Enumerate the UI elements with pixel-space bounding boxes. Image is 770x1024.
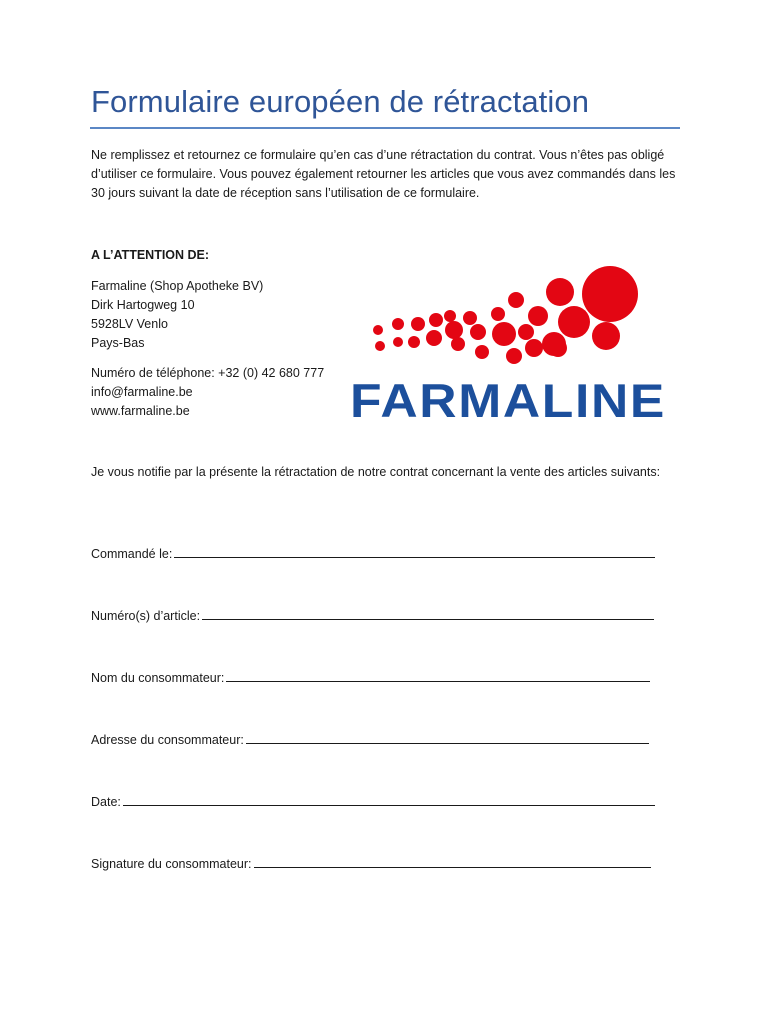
logo-dot (470, 324, 486, 340)
logo-dot (392, 318, 404, 330)
logo-dot (445, 321, 463, 339)
article-numbers-blank-line[interactable] (202, 607, 654, 620)
logo-dot (528, 306, 548, 326)
consumer-name-blank-line[interactable] (226, 669, 650, 682)
field-label: Date: (91, 795, 121, 809)
order-date-blank-line[interactable] (174, 545, 655, 558)
address-line: 5928LV Venlo (91, 317, 168, 331)
consumer-signature-blank-line[interactable] (254, 855, 651, 868)
logo-dot (393, 337, 403, 347)
contact-website: www.farmaline.be (91, 404, 190, 418)
logo-dot (592, 322, 620, 350)
recipient-address (91, 277, 263, 353)
consumer-address-blank-line[interactable] (246, 731, 649, 744)
address-line: Dirk Hartogweg 10 (91, 298, 195, 312)
logo-dot (408, 336, 420, 348)
logo-dot (525, 339, 543, 357)
logo-dots (373, 266, 638, 364)
farmaline-logo (348, 262, 668, 424)
logo-dot (463, 311, 477, 325)
logo-dot (426, 330, 442, 346)
field-consumer-name (91, 669, 650, 688)
logo-dot (491, 307, 505, 321)
field-article-numbers (91, 607, 654, 626)
logo-dot (411, 317, 425, 331)
logo-dot (451, 337, 465, 351)
intro-paragraph: Ne remplissez et retournez ce formulaire qu’en cas d’une rétractation du contrat. Vous n’êtes pas obligé d’utiliser ce formulaire. Vous pouvez également retourner les articles que vous avez commandés dans les 30 jours suivant la date de réception sans l’utilisation de ce formulaire. (91, 148, 676, 200)
logo-dot (373, 325, 383, 335)
field-order-date (91, 545, 655, 564)
logo-dot (518, 324, 534, 340)
contact-phone: Numéro de téléphone: +32 (0) 42 680 777 (91, 366, 325, 380)
logo-wordmark: FARMALINE (350, 374, 666, 424)
logo-dot (546, 278, 574, 306)
withdrawal-notice: Je vous notifie par la présente la rétractation de notre contrat concernant la vente des articles suivants: (91, 465, 661, 479)
logo-dot (475, 345, 489, 359)
title-divider (90, 127, 680, 129)
logo-dot (549, 339, 567, 357)
date-blank-line[interactable] (123, 793, 655, 806)
field-consumer-signature (91, 855, 651, 874)
logo-dot (506, 348, 522, 364)
field-label: Signature du consommateur: (91, 857, 252, 871)
page-title: Formulaire européen de rétractation (91, 84, 590, 119)
address-line: Pays-Bas (91, 336, 145, 350)
attention-heading: A L’ATTENTION DE: (91, 248, 210, 262)
logo-dot (558, 306, 590, 338)
field-label: Commandé le: (91, 547, 173, 561)
field-label: Adresse du consommateur: (91, 733, 244, 747)
logo-dot (375, 341, 385, 351)
logo-dot (508, 292, 524, 308)
recipient-contact (91, 364, 324, 421)
logo-dot (582, 266, 638, 322)
field-label: Numéro(s) d’article: (91, 609, 201, 623)
logo-dot (429, 313, 443, 327)
field-consumer-address (91, 731, 649, 750)
logo-dot (492, 322, 516, 346)
address-line: Farmaline (Shop Apotheke BV) (91, 279, 264, 293)
field-label: Nom du consommateur: (91, 671, 225, 685)
logo-dot (444, 310, 456, 322)
field-date (91, 793, 655, 812)
contact-email: info@farmaline.be (91, 385, 193, 399)
